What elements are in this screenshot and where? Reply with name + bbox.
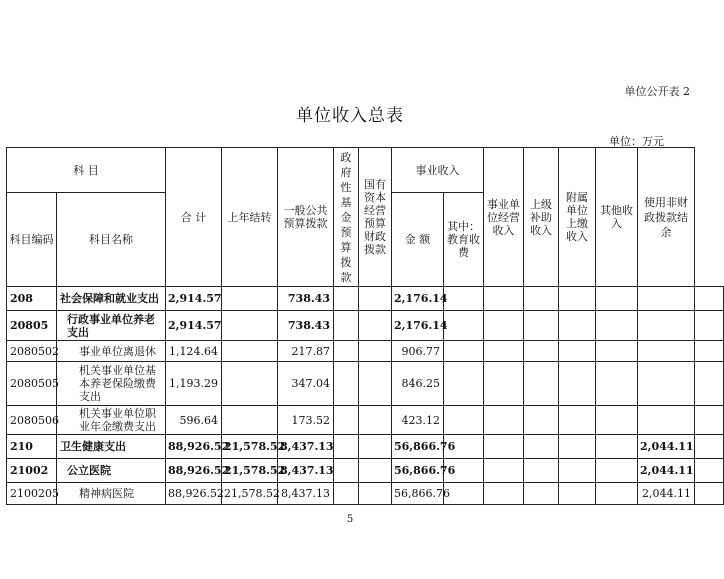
cell-empty xyxy=(695,406,724,435)
cell-name: 事业单位离退休 xyxy=(57,341,166,362)
unit-label: 单位：万元 xyxy=(609,135,664,148)
cell-empty xyxy=(359,459,392,483)
affiliated-header: 附属单位上缴收入 xyxy=(559,148,596,287)
cell-total: 2,914.57 xyxy=(166,287,222,311)
cell-code: 210 xyxy=(7,435,57,459)
carryover-header: 上年结转 xyxy=(222,148,278,287)
cell-name: 社会保障和就业支出 xyxy=(57,287,166,311)
code-header: 科目编码 xyxy=(7,193,57,287)
cell-general: 217.87 xyxy=(278,341,334,362)
cell-empty xyxy=(444,311,484,341)
cell-empty xyxy=(596,483,638,505)
cell-amount: 423.12 xyxy=(392,406,444,435)
cell-empty xyxy=(596,341,638,362)
cell-total: 1,124.64 xyxy=(166,341,222,362)
cell-empty xyxy=(695,483,724,505)
cell-other xyxy=(638,341,695,362)
cell-carryover xyxy=(222,362,278,406)
cell-empty xyxy=(484,287,524,311)
cell-name: 机关事业单位基本养老保险缴费支出 xyxy=(57,362,166,406)
cell-total: 596.64 xyxy=(166,406,222,435)
cell-empty xyxy=(695,435,724,459)
cell-empty xyxy=(524,459,559,483)
cell-empty xyxy=(559,483,596,505)
cell-other xyxy=(638,311,695,341)
cell-other xyxy=(638,287,695,311)
cell-carryover: 21,578.52 xyxy=(222,459,278,483)
cell-carryover xyxy=(222,341,278,362)
cell-amount: 56,866.76 xyxy=(392,435,444,459)
cell-total: 88,926.52 xyxy=(166,483,222,505)
cell-total: 2,914.57 xyxy=(166,311,222,341)
cell-empty xyxy=(444,341,484,362)
cell-empty xyxy=(359,341,392,362)
cell-empty xyxy=(524,287,559,311)
subject-header: 科 目 xyxy=(7,148,166,193)
cell-name: 精神病医院 xyxy=(57,483,166,505)
cell-empty xyxy=(559,311,596,341)
cell-carryover: 21,578.52 xyxy=(222,483,278,505)
cell-amount: 56,866.76 xyxy=(392,483,444,505)
cell-name: 卫生健康支出 xyxy=(57,435,166,459)
page-title: 单位收入总表 xyxy=(296,106,404,126)
cell-name: 机关事业单位职业年金缴费支出 xyxy=(57,406,166,435)
nonfiscal-header: 使用非财政拨款结余 xyxy=(638,148,695,287)
name-header: 科目名称 xyxy=(57,193,166,287)
cell-general: 173.52 xyxy=(278,406,334,435)
table-row xyxy=(7,287,724,311)
cell-empty xyxy=(359,406,392,435)
table-row xyxy=(7,406,724,435)
cell-amount: 56,866.76 xyxy=(392,459,444,483)
cell-empty xyxy=(444,287,484,311)
cell-general: 8,437.13 xyxy=(278,483,334,505)
general-budget-header: 一般公共预算拨款 xyxy=(278,148,334,287)
cell-other: 2,044.11 xyxy=(638,435,695,459)
cell-total: 88,926.52 xyxy=(166,435,222,459)
cell-amount: 2,176.14 xyxy=(392,311,444,341)
cell-empty xyxy=(559,459,596,483)
cell-other: 2,044.11 xyxy=(638,483,695,505)
cell-empty xyxy=(484,362,524,406)
cell-carryover xyxy=(222,406,278,435)
cell-code: 20805 xyxy=(7,311,57,341)
cell-empty xyxy=(596,406,638,435)
cell-empty xyxy=(484,459,524,483)
cell-empty xyxy=(559,362,596,406)
cell-carryover: 21,578.52 xyxy=(222,435,278,459)
page-number: 5 xyxy=(346,514,354,525)
cell-empty xyxy=(334,287,359,311)
cell-empty xyxy=(334,459,359,483)
fund-budget-header: 政府性基金预算拨款 xyxy=(334,148,359,287)
cell-empty xyxy=(484,406,524,435)
cell-empty xyxy=(484,483,524,505)
cell-empty xyxy=(695,459,724,483)
cell-empty xyxy=(444,362,484,406)
cell-empty xyxy=(695,362,724,406)
cell-code: 2100205 xyxy=(7,483,57,505)
table-row xyxy=(7,459,724,483)
cell-amount: 906.77 xyxy=(392,341,444,362)
cell-empty xyxy=(524,406,559,435)
cell-total: 1,193.29 xyxy=(166,362,222,406)
subsidy-header: 上级补助收入 xyxy=(524,148,559,287)
cell-empty xyxy=(334,406,359,435)
cell-general: 8,437.13 xyxy=(278,459,334,483)
table-row xyxy=(7,341,724,362)
cell-empty xyxy=(524,483,559,505)
cell-other xyxy=(638,362,695,406)
cell-empty xyxy=(596,311,638,341)
cell-carryover xyxy=(222,311,278,341)
cell-general: 347.04 xyxy=(278,362,334,406)
cell-empty xyxy=(559,435,596,459)
cell-empty xyxy=(334,311,359,341)
cell-other xyxy=(638,406,695,435)
cell-empty xyxy=(484,341,524,362)
table-row xyxy=(7,483,724,505)
cell-empty xyxy=(559,287,596,311)
cell-other: 2,044.11 xyxy=(638,459,695,483)
income-summary-table xyxy=(6,147,724,505)
edu-fee-header: 其中：教育收费 xyxy=(444,193,484,287)
operating-income-header: 事业单位经营收入 xyxy=(484,148,524,287)
cell-code: 2080505 xyxy=(7,362,57,406)
cell-amount: 2,176.14 xyxy=(392,287,444,311)
cell-empty xyxy=(695,341,724,362)
cell-empty xyxy=(559,406,596,435)
cell-empty xyxy=(484,435,524,459)
table-row xyxy=(7,435,724,459)
cell-empty xyxy=(695,311,724,341)
table-number-label: 单位公开表 2 xyxy=(624,85,690,98)
cell-empty xyxy=(359,435,392,459)
cell-empty xyxy=(484,311,524,341)
table-row xyxy=(7,362,724,406)
cell-total: 88,926.52 xyxy=(166,459,222,483)
cell-empty xyxy=(359,287,392,311)
cell-amount: 846.25 xyxy=(392,362,444,406)
cell-empty xyxy=(596,362,638,406)
other-income-header: 其他收入 xyxy=(596,148,638,287)
cell-empty xyxy=(559,341,596,362)
cell-empty xyxy=(359,362,392,406)
cell-empty xyxy=(334,362,359,406)
cell-empty xyxy=(524,341,559,362)
amount-header: 金 额 xyxy=(392,193,444,287)
cell-code: 2080506 xyxy=(7,406,57,435)
cell-empty xyxy=(359,311,392,341)
cell-empty xyxy=(524,435,559,459)
cell-general: 738.43 xyxy=(278,287,334,311)
state-capital-header: 国有资本经营预算财政拨款 xyxy=(359,148,392,287)
cell-empty xyxy=(524,311,559,341)
cell-empty xyxy=(596,459,638,483)
cell-name: 行政事业单位养老支出 xyxy=(57,311,166,341)
cell-name: 公立医院 xyxy=(57,459,166,483)
cell-code: 208 xyxy=(7,287,57,311)
cell-empty xyxy=(596,435,638,459)
cell-code: 21002 xyxy=(7,459,57,483)
cell-general: 738.43 xyxy=(278,311,334,341)
cell-empty xyxy=(359,483,392,505)
cell-empty xyxy=(334,341,359,362)
cell-empty xyxy=(596,287,638,311)
cell-carryover xyxy=(222,287,278,311)
cell-empty xyxy=(334,483,359,505)
business-income-header: 事业收入 xyxy=(392,148,484,193)
cell-code: 2080502 xyxy=(7,341,57,362)
cell-empty xyxy=(334,435,359,459)
cell-empty xyxy=(695,287,724,311)
total-header: 合 计 xyxy=(166,148,222,287)
cell-empty xyxy=(444,406,484,435)
cell-empty xyxy=(524,362,559,406)
cell-general: 8,437.13 xyxy=(278,435,334,459)
table-row xyxy=(7,311,724,341)
